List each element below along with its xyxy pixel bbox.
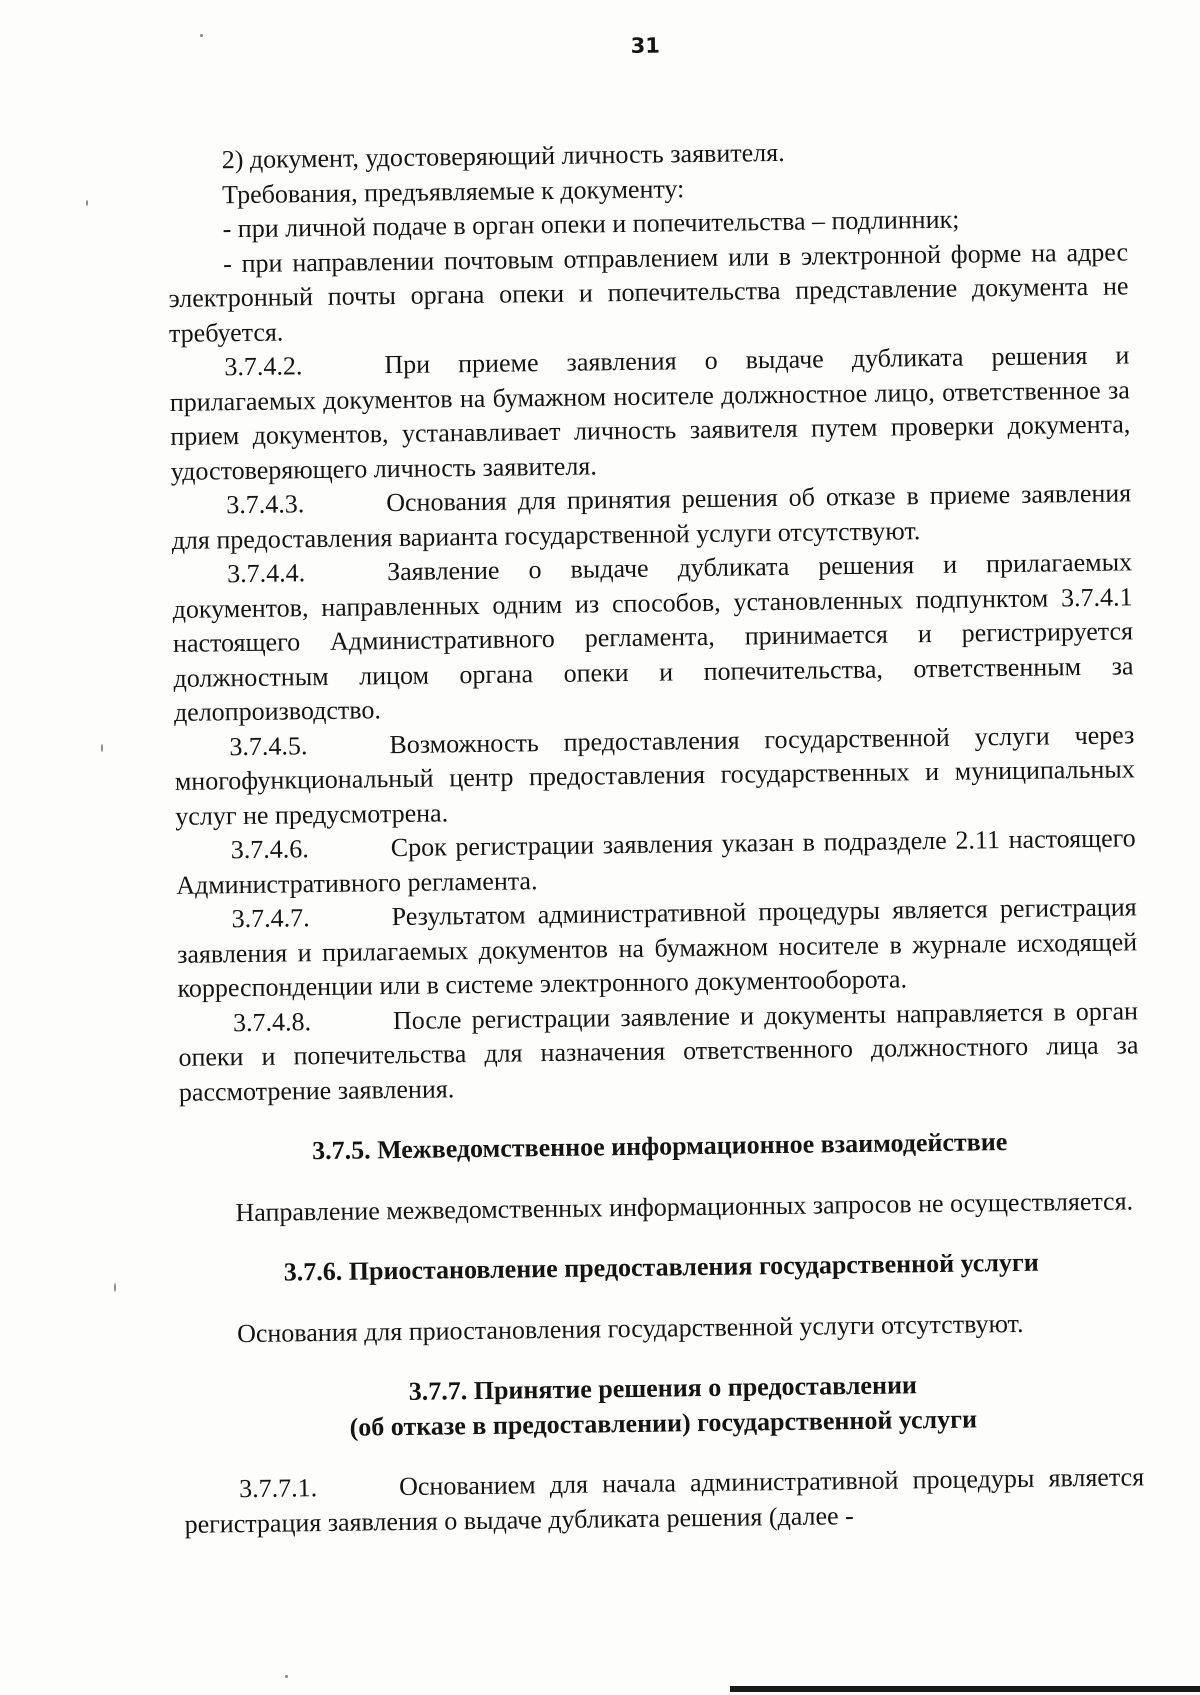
section-text-3-7-6: Основания для приостановления государственной услуги отсутствуют. [236,1308,1024,1348]
clause-text: Заявление о выдаче дубликата решения и прилагаемых документов, направленных одним из способов, установленных подпунктом 3.7.4.1 настоящего Административного регламента, принимается и регистрируется должностным лицом органа опеки и попечительства, ответственным за делопроизводство. [172,547,1134,727]
document-content [165,15,1145,1541]
clause-3-7-4-2 [169,338,1131,489]
section-text-3-7-5: Направление межведомственных информационных запросов не осуществляется. [235,1185,1134,1227]
scan-speck [114,1283,116,1292]
scan-speck [101,744,103,752]
document-body [167,131,1145,1541]
scan-edge-line [730,1686,1200,1692]
section-heading-3-7-5: 3.7.5. Межведомственное информационное взаимодействие [311,1127,1008,1166]
page-number: 31 [630,33,661,58]
section-heading-3-7-7-line2: (об отказе в предоставлении) государственной услуги [349,1403,978,1442]
paragraph: Требования, предъявляемые к документу: [221,173,685,209]
clause-3-7-4-3 [171,476,1132,558]
clause-3-7-4-5 [174,718,1135,834]
clause-3-7-4-8 [178,994,1139,1110]
clause-text: Срок регистрации заявления указан в подразделе 2.11 настоящего Административного регламента. [176,823,1136,900]
paragraph: 2) документ, удостоверяющий личность заявителя. [221,137,785,175]
clause-number: 3.7.4.6. [230,834,309,865]
clause-number: 3.7.4.8. [232,1006,312,1037]
section-heading-3-7-6: 3.7.6. Приостановление предоставления государственной услуги [283,1247,1039,1287]
clause-number: 3.7.4.3. [226,489,305,520]
paragraph: - при направлении почтовым отправлением или в электронной форме на адрес электронный почты органа опеки и попечительства представление документа не требуется. [168,236,1129,348]
scan-speck [86,200,88,206]
section-heading-3-7-7-line1: 3.7.7. Принятие решения о предоставлении [408,1370,918,1406]
clause-text: Основанием для начала административной процедуры является регистрация заявления о выдаче дубликата решения (далее - [184,1462,1145,1539]
scan-speck [285,1675,288,1678]
clause-text: Результатом административной процедуры является регистрация заявления и прилагаемых документов на бумажном носителе в журнале исходящей корреспонденции или в системе электронного документооборота. [176,892,1138,1003]
clause-text: После регистрации заявление и документы направляется в орган опеки и попечительства для назначения ответственного должностного лица за рассмотрение заявления. [178,995,1139,1107]
clause-3-7-4-6 [176,821,1137,903]
clause-number: 3.7.4.7. [231,903,310,934]
clause-3-7-4-4 [172,545,1134,730]
clause-number: 3.7.4.4. [226,558,306,589]
clause-text: Основания для принятия решения об отказе в приеме заявления для предоставления варианта государственной услуги отсутствуют. [171,478,1132,555]
clause-text: При приеме заявления о выдаче дубликата решения и прилагаемых документов на бумажном носителе должностное лицо, ответственное за прием документов, устанавливает личность заявителя путем проверки документа, удостоверяющего личность заявителя. [169,340,1131,486]
clause-3-7-7-1 [184,1460,1145,1542]
clause-number: 3.7.7.1. [238,1473,318,1504]
clause-text: Возможность предоставления государственной услуги через многофункциональный центр предоставления государственных и муниципальных услуг не предусмотрена. [174,719,1135,831]
clause-number: 3.7.4.5. [229,730,308,761]
clause-3-7-4-7 [176,890,1137,1006]
paragraph: - при личной подаче в орган опеки и попечительства – подлинник; [222,204,960,244]
clause-number: 3.7.4.2. [224,351,303,382]
